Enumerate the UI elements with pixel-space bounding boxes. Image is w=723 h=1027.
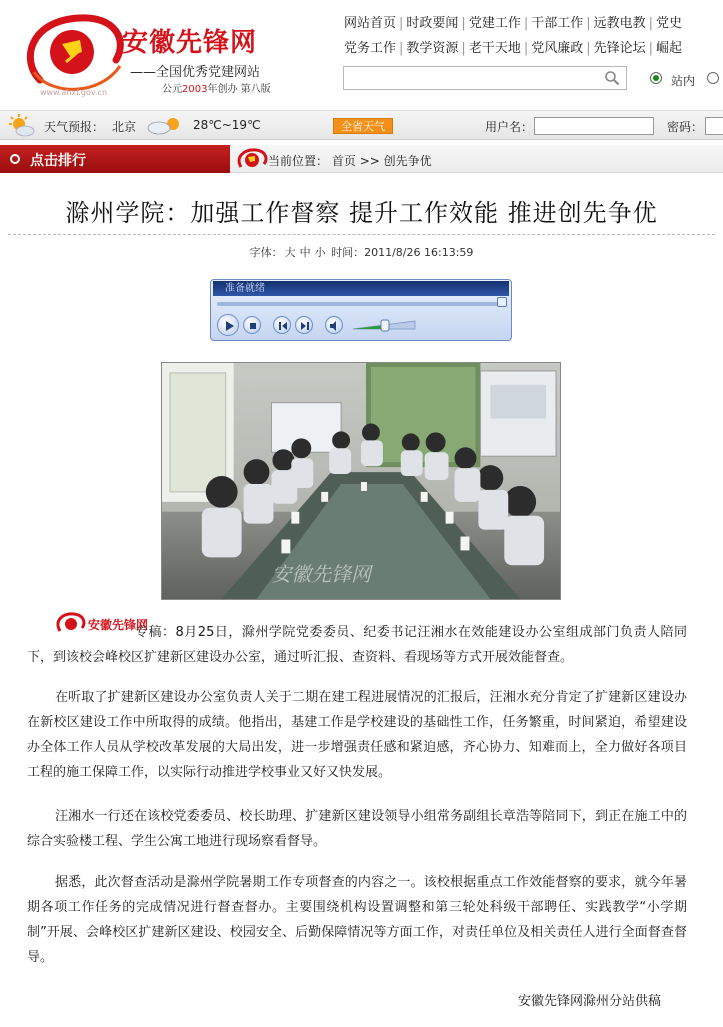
sun-cloud-icon: [6, 114, 36, 138]
password-input[interactable]: [705, 117, 723, 135]
next-button[interactable]: [295, 316, 313, 334]
time-label: 时间：: [331, 246, 365, 259]
top-navigation: [344, 11, 723, 61]
ring-bullet-icon: [10, 154, 20, 164]
nav-separator: |: [461, 16, 466, 31]
media-player[interactable]: [210, 279, 512, 341]
next-icon: [296, 317, 314, 335]
weather-label: 天气预报：: [44, 120, 105, 134]
party-emblem-icon: [236, 147, 268, 173]
font-small-link[interactable]: 小: [314, 246, 326, 259]
meeting-photo: [161, 362, 561, 600]
article-paragraph: 专稿：8月25日，滁州学院党委委员、纪委书记汪湘水在效能建设办公室组成部门负责人陪同下，到该校会峰校区扩建新区建设办公室，通过听汇报、查资料、看现场等方式开展效能督查。: [27, 625, 687, 665]
volume-icon: [326, 317, 344, 335]
username-label: 用户名：: [485, 120, 534, 134]
font-size-label: 字体：: [249, 246, 283, 259]
nav-item[interactable]: 先锋论坛: [593, 41, 646, 56]
password-label: 密码：: [667, 120, 704, 134]
nav-separator: |: [586, 16, 591, 31]
article-paragraph: 在听取了扩建新区建设办公室负责人关于二期在建工程进展情况的汇报后，汪湘水充分肯定了扩建新区建设办在新校区建设工作中所取得的成绩。他指出，基建工作是学校建设的基础性工作，任务繁重，时间紧迫，希望建设办全体工作人员从学校改革发展的大局出发，进一步增强责任感和紧迫感，齐心协力、知难而上，全力做好各项目工程的施工保障工作，以实际行动推进学校事业又好又快发展。: [27, 690, 687, 780]
publish-time: 2011/8/26 16:13:59: [364, 246, 474, 259]
volume-slider[interactable]: [351, 318, 417, 332]
search-icon[interactable]: [604, 70, 620, 86]
nav-separator: |: [648, 16, 654, 31]
nav-item[interactable]: 党风廉政: [531, 41, 584, 56]
stop-icon: [244, 317, 262, 335]
nav-separator: |: [586, 41, 591, 56]
breadcrumb-home-link[interactable]: 首页: [331, 154, 356, 168]
site-logo[interactable]: [20, 10, 340, 100]
article-title: 滁州学院：加强工作督察 提升工作效能 推进创先争优: [65, 199, 658, 227]
nav-item[interactable]: 教学资源: [406, 41, 459, 56]
previous-icon: [274, 317, 292, 335]
article-paragraph: 汪湘水一行还在该校党委委员、校长助理、扩建新区建设领导小组常务副组长章浩等陪同下，到正在施工中的综合实验楼工程、学生公寓工地进行现场察看督导。: [27, 809, 687, 849]
article-credit: 安徽先锋网滁州分站供稿: [518, 994, 662, 1009]
since-suffix: 年创办 第八版: [207, 84, 271, 95]
nav-row-1: [344, 11, 723, 36]
mute-button[interactable]: [325, 316, 343, 334]
article-meta: [0, 244, 723, 260]
photo-watermark: 安徽先锋网: [271, 563, 371, 587]
since-year: 2003: [182, 84, 208, 95]
username-input[interactable]: [534, 117, 654, 135]
click-ranking-tab[interactable]: [0, 145, 230, 173]
nav-item[interactable]: 干部工作: [531, 16, 584, 31]
nav-item[interactable]: 党务工作: [344, 41, 397, 56]
signature-logo-text: 安徽先锋网: [88, 618, 149, 632]
partly-sunny-icon: [145, 115, 185, 137]
weather-city: 北京: [112, 120, 137, 134]
nav-separator: |: [648, 41, 654, 56]
weather-login-bar: [0, 110, 723, 140]
weather-temperature: 28℃~19℃: [193, 118, 261, 132]
seek-bar[interactable]: [217, 302, 507, 306]
font-medium-link[interactable]: 中: [299, 246, 311, 259]
nav-separator: |: [399, 41, 404, 56]
play-button[interactable]: [217, 314, 239, 336]
breadcrumb-prefix: 当前位置：: [268, 154, 329, 168]
breadcrumb: [268, 152, 432, 169]
nav-item[interactable]: 党建工作: [468, 16, 521, 31]
stop-button[interactable]: [243, 316, 261, 334]
site-name: 安徽先锋网: [122, 28, 258, 58]
seek-thumb[interactable]: [497, 297, 507, 307]
site-since: [162, 80, 271, 95]
site-slogan: ——全国优秀党建网站: [130, 65, 261, 80]
breadcrumb-section-link[interactable]: 创先争优: [383, 154, 432, 168]
logo-url-text: www.ahxf.gov.cn: [40, 88, 108, 97]
nav-separator: |: [523, 16, 529, 31]
article-paragraph: 据悉，此次督查活动是滁州学院暑期工作专项督查的内容之一。该校根据重点工作效能督察的要求，就今年暑期各项工作任务的完成情况进行督查督办。主要围绕机构设置调整和第三轮处科级干部聘任、实践教学“小学期制”开展、会峰校区扩建新区建设、校园安全、后勤保障情况等方面工作，对责任单位及相关责任人进行全面督查督导。: [27, 875, 687, 965]
party-emblem-logo-icon: [20, 10, 128, 98]
previous-button[interactable]: [273, 316, 291, 334]
click-ranking-label: 点击排行: [30, 153, 86, 169]
title-divider: [8, 234, 715, 235]
search-scope-other-radio[interactable]: [707, 72, 719, 84]
search-input[interactable]: [343, 66, 627, 90]
nav-row-2: [344, 36, 723, 61]
site-header: [0, 0, 723, 108]
play-icon: [218, 315, 240, 337]
since-prefix: 公元: [162, 84, 182, 95]
nav-separator: |: [461, 41, 466, 56]
nav-item[interactable]: 老干天地: [468, 41, 521, 56]
nav-separator: |: [523, 41, 529, 56]
nav-separator: |: [399, 16, 404, 31]
nav-item[interactable]: 党史: [656, 16, 683, 31]
nav-item[interactable]: 崛起: [656, 41, 683, 56]
search-scope-site-label: 站内: [671, 74, 696, 88]
font-large-link[interactable]: 大: [284, 246, 296, 259]
player-status: 准备就绪: [213, 281, 509, 296]
nav-item[interactable]: 网站首页: [344, 16, 397, 31]
nav-item[interactable]: 时政要闻: [406, 16, 459, 31]
nav-item[interactable]: 远教电教: [593, 16, 646, 31]
breadcrumb-separator: >>: [359, 154, 380, 168]
province-weather-button[interactable]: 全省天气: [333, 118, 393, 134]
search-scope-site-radio[interactable]: [650, 72, 662, 84]
